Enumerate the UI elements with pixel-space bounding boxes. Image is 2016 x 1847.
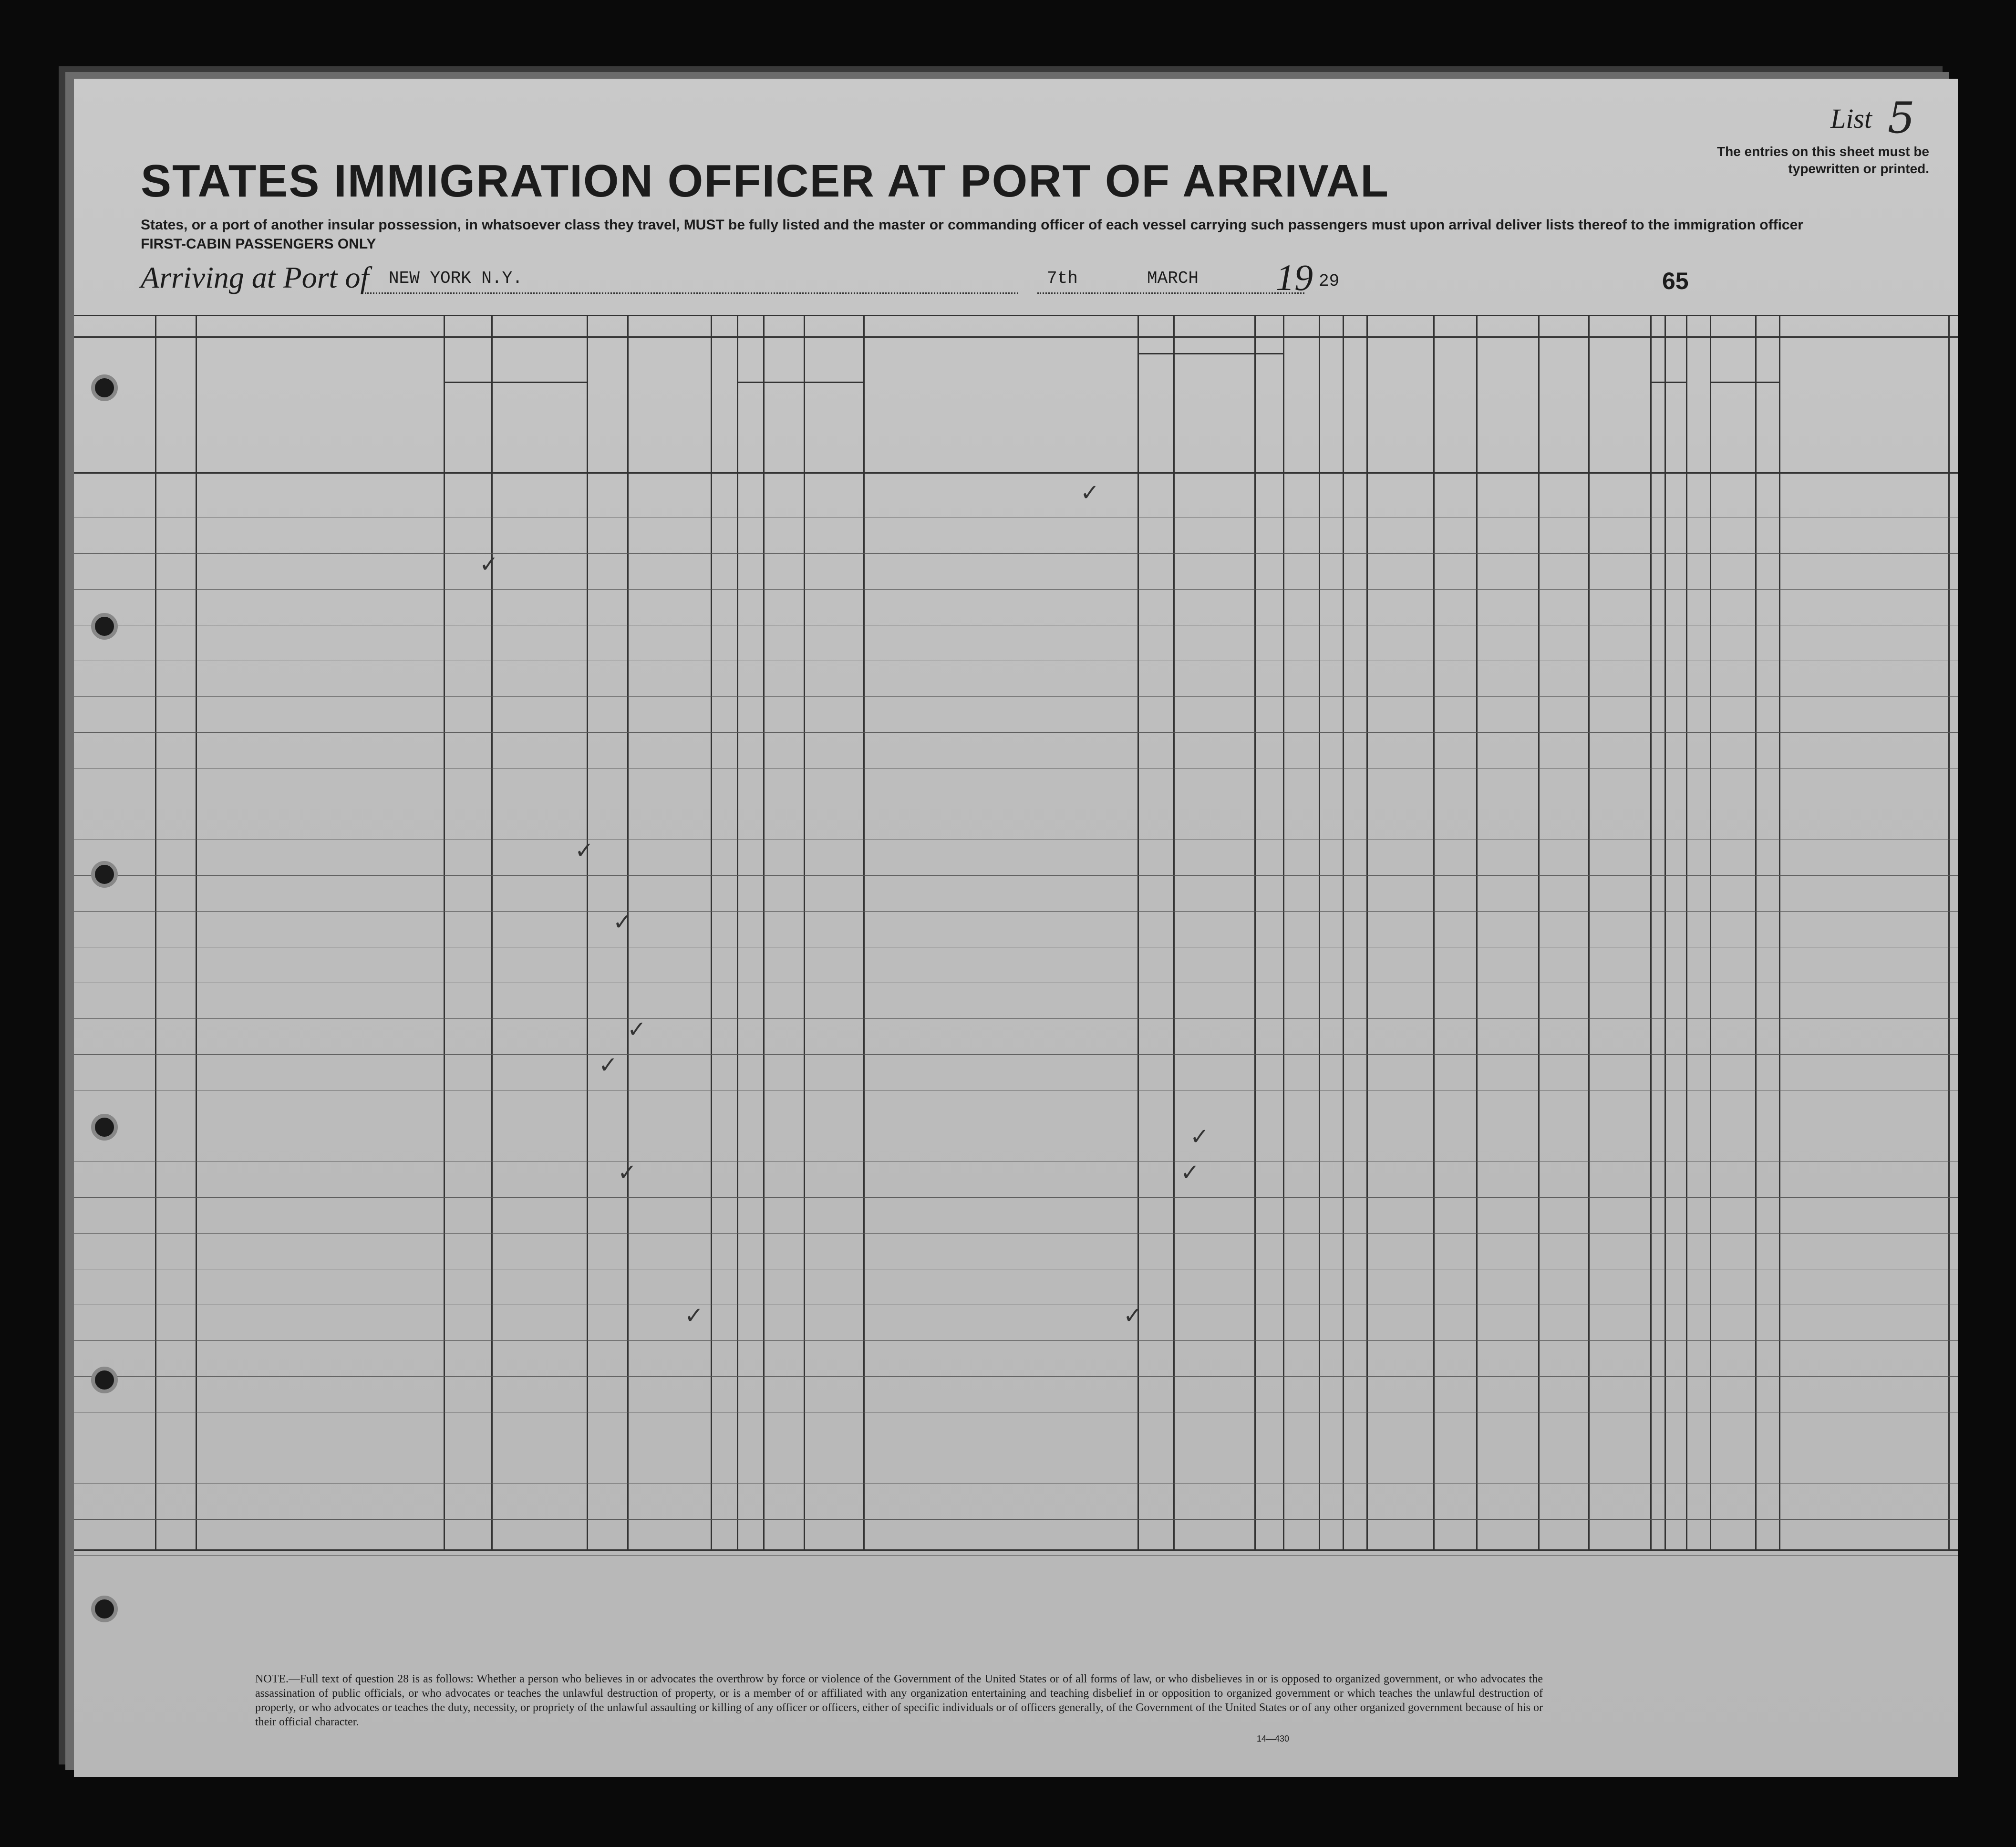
row-rule	[74, 875, 1958, 876]
column-rule	[1686, 315, 1687, 1550]
column-rule	[155, 315, 156, 1550]
check-mark: ✓	[627, 1016, 647, 1043]
list-label: List	[1830, 103, 1872, 134]
column-rule	[863, 315, 865, 1550]
column-rule	[763, 315, 765, 1550]
column-rule	[1664, 315, 1666, 1550]
arrival-line	[141, 257, 1905, 303]
column-header-vertical	[1257, 343, 1281, 470]
row-rule	[74, 1340, 1958, 1341]
check-mark: ✓	[684, 1302, 704, 1329]
column-rule	[444, 315, 445, 1550]
check-mark: ✓	[575, 837, 594, 864]
date-underline	[1037, 292, 1304, 294]
check-mark: ✓	[613, 909, 632, 935]
column-rule	[804, 315, 805, 1550]
row-rule	[74, 1555, 1958, 1556]
column-header-vertical	[1176, 343, 1252, 470]
column-rule	[1173, 315, 1175, 1550]
row-rule	[74, 589, 1958, 590]
subheader-rule	[737, 382, 863, 383]
list-number: 5	[1887, 93, 1915, 143]
subheader-rule	[1710, 382, 1779, 383]
column-header-vertical	[589, 343, 625, 470]
binder-hole	[91, 613, 118, 640]
check-mark: ✓	[1190, 1123, 1210, 1150]
header-numbers-rule	[74, 336, 1958, 338]
check-mark: ✓	[1123, 1302, 1143, 1329]
column-rule	[1588, 315, 1590, 1550]
column-rule	[1343, 315, 1344, 1550]
binder-hole	[91, 861, 118, 888]
binder-hole	[91, 1596, 118, 1622]
check-mark: ✓	[618, 1159, 637, 1186]
column-rule	[1319, 315, 1320, 1550]
column-header-vertical	[1479, 343, 1536, 470]
port-value: NEW YORK N.Y.	[389, 269, 523, 288]
page-number: 65	[1662, 268, 1689, 294]
row-rule	[74, 1197, 1958, 1198]
binder-hole	[91, 1114, 118, 1141]
manifest-table	[74, 315, 1958, 1550]
page-title: STATES IMMIGRATION OFFICER AT PORT OF ARRIVAL	[141, 156, 1389, 207]
column-header-vertical	[1322, 343, 1341, 470]
column-header-vertical	[1286, 343, 1317, 470]
column-rule	[1538, 315, 1540, 1550]
check-mark: ✓	[599, 1052, 618, 1079]
row-rule	[74, 911, 1958, 912]
port-underline	[365, 292, 1018, 294]
page-subtitle: States, or a port of another insular possession, in whatsoever class they travel, MUST be fully listed and the master or commanding officer of each vessel carrying such passengers must upon arrival deliver lists thereof to the immigration officer	[141, 217, 1803, 233]
arriving-label: Arriving at Port of	[141, 260, 369, 294]
header-bottom-rule	[74, 472, 1958, 474]
row-rule	[74, 696, 1958, 697]
binder-hole	[91, 374, 118, 401]
column-rule	[1710, 315, 1711, 1550]
row-rule	[74, 1054, 1958, 1055]
day-value: 7th	[1047, 269, 1078, 288]
check-mark: ✓	[479, 551, 499, 578]
row-rule	[74, 1233, 1958, 1234]
table-bottom-rule	[74, 1549, 1958, 1551]
manifest-sheet	[74, 79, 1958, 1777]
typewritten-note: The entries on this sheet must be typewritten or printed.	[1717, 144, 1929, 176]
column-rule	[196, 315, 197, 1550]
subheader-rule	[1650, 382, 1686, 383]
row-rule	[74, 1018, 1958, 1019]
column-rule	[1137, 315, 1139, 1550]
check-mark: ✓	[1180, 1159, 1200, 1186]
row-rule	[74, 732, 1958, 733]
column-rule	[711, 315, 712, 1550]
column-header-vertical	[1436, 343, 1474, 470]
row-rule	[74, 1519, 1958, 1520]
column-rule	[1779, 315, 1780, 1550]
column-rule	[737, 315, 738, 1550]
column-rule	[587, 315, 588, 1550]
column-rule	[1755, 315, 1757, 1550]
column-rule	[491, 315, 493, 1550]
column-rule	[1948, 315, 1950, 1550]
column-header-vertical	[1369, 343, 1431, 470]
row-rule	[74, 1376, 1958, 1377]
check-mark: ✓	[1080, 479, 1100, 506]
column-rule	[1283, 315, 1284, 1550]
year-prefix: 19	[1276, 257, 1313, 298]
subheader-rule	[444, 382, 587, 383]
row-rule	[74, 553, 1958, 554]
cabin-class: FIRST-CABIN PASSENGERS ONLY	[141, 236, 376, 252]
year-suffix: 29	[1319, 271, 1340, 291]
column-rule	[1433, 315, 1435, 1550]
column-rule	[1476, 315, 1478, 1550]
binder-hole	[91, 1367, 118, 1393]
column-rule	[1366, 315, 1368, 1550]
column-rule	[1254, 315, 1256, 1550]
column-header-vertical	[713, 343, 735, 470]
column-rule	[1650, 315, 1652, 1550]
form-number: 14—430	[1257, 1734, 1290, 1743]
header-top-rule	[74, 315, 1958, 316]
column-header-vertical	[1345, 343, 1365, 470]
footnote: NOTE.—Full text of question 28 is as follows: Whether a person who believes in or advocates the overthrow by force or violence of the Government of the United States or of all forms of law, or who disbelieves in or is opposed to organized government, or who advocates the assassination of public officials, or who advocates or teaches the unlawful destruction of property, or is a member of or affiliated with any organization entertaining and teaching disbelief in or opposition to organized government or which teaches the unlawful destruction of property, or who advocates or teaches the duty, necessity, or propriety of the unlawful assaulting or killing of any officer or officers, either of specific individuals or of officers generally, of the Government of the United States or of any other organized government because of his or their official character.	[255, 1673, 1543, 1728]
column-header-vertical	[1140, 343, 1171, 470]
month-value: MARCH	[1147, 269, 1199, 288]
